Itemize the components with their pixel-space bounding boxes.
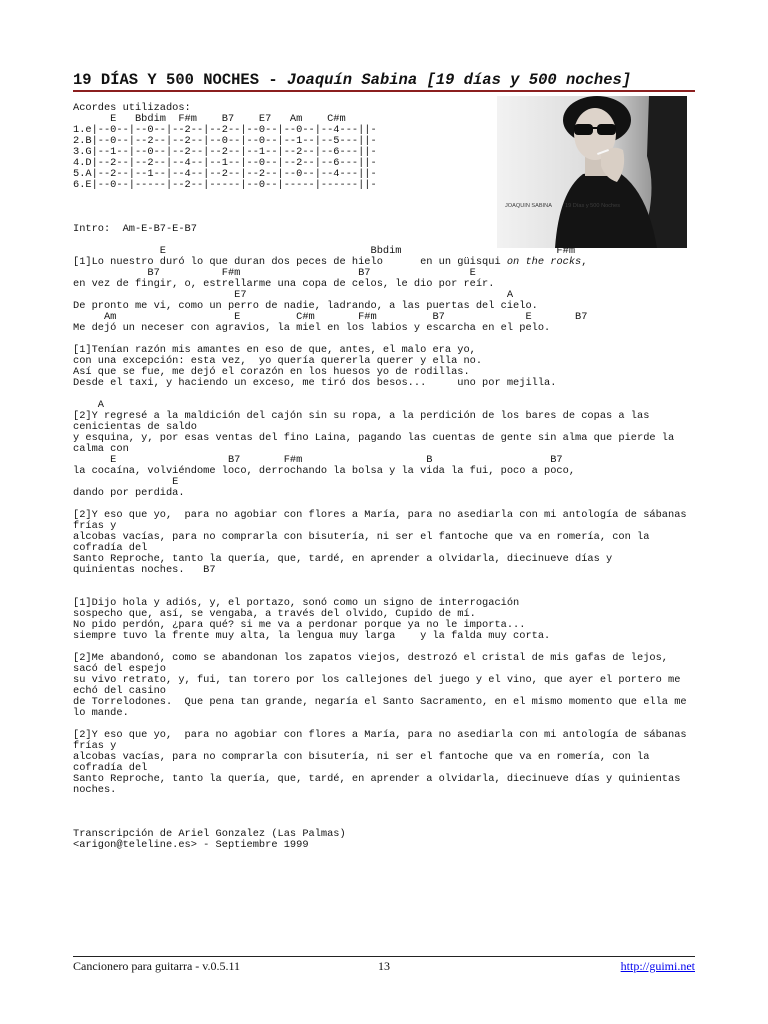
tab-string-5: 5.A|--2--|--1--|--4--|--2--|--2--|--0--|--4---||-	[73, 167, 377, 180]
lyric-line: frías y	[73, 519, 117, 532]
lyric-line: alcobas vacías, para no comprarla con bisutería, ni ser el fantoche que va en romería, con la	[73, 750, 650, 763]
lyric-line: calma con	[73, 442, 129, 455]
lyric-line	[73, 257, 703, 268]
lyric-line: Desde el taxi, y haciendo un exceso, me tiró dos besos... uno por mejilla.	[73, 376, 557, 389]
title-divider	[73, 90, 695, 92]
tab-string-2: 2.B|--0--|--2--|--2--|--0--|--0--|--1--|--5---||-	[73, 134, 377, 147]
lyric-line: cofradía del	[73, 761, 148, 774]
lyric-line: cofradía del	[73, 541, 148, 554]
blank-line	[73, 334, 703, 345]
lyric-line: noches.	[73, 783, 117, 796]
page-footer	[73, 958, 695, 974]
artist-album: Joaquín Sabina [19 días y 500 noches]	[286, 71, 632, 89]
chords-heading: Acordes utilizados:	[73, 101, 191, 114]
lyric-line: No pido perdón, ¿para qué? si me va a perdonar porque ya no le importa...	[73, 618, 526, 631]
page-title	[73, 71, 631, 89]
song-title: 19 DÍAS Y 500 NOCHES -	[73, 71, 287, 89]
tab-string-1: 1.e|--0--|--0--|--2--|--2--|--0--|--0--|--4---||-	[73, 123, 377, 136]
tab-string-6: 6.E|--0--|-----|--2--|-----|--0--|-----|------||-	[73, 178, 377, 191]
lyric-text: ,	[581, 255, 588, 268]
lyric-line: la cocaína, volviéndome loco, derrochando la bolsa y la vida la fui, poco a poco,	[73, 464, 576, 477]
credits-email: <arigon@teleline.es> - Septiembre 1999	[73, 838, 309, 851]
lyric-line: Así que se fue, me dejó el corazón en los huesos yo de rodillas.	[73, 365, 470, 378]
page-number: 13	[378, 959, 390, 973]
song-sheet	[73, 103, 703, 851]
blank-line	[73, 202, 703, 213]
chord-line: A	[73, 398, 104, 411]
intro-line: Intro: Am-E-B7-E-B7	[73, 222, 197, 235]
lyric-line: siempre tuvo la frente muy alta, la lengua muy larga y la falda muy corta.	[73, 629, 551, 642]
tab-string-4: 4.D|--2--|--2--|--4--|--1--|--0--|--2--|--6---||-	[73, 156, 377, 169]
lyric-line: cenicientas de saldo	[73, 420, 197, 433]
lyric-line: [2]Y eso que yo, para no agobiar con flores a María, para no asediarla con mi antología de sábanas	[73, 728, 687, 741]
chord-line: E B7 F#m B B7	[73, 453, 563, 466]
blank-line	[73, 818, 703, 829]
lyric-line: Santo Reproche, tanto la quería, que, tardé, en aprender a olvidarla, diecinueve días y	[73, 552, 613, 565]
lyric-line: De pronto me vi, como un perro de nadie, ladrando, a las puertas del cielo.	[73, 299, 538, 312]
blank-line	[73, 389, 703, 400]
blank-line	[73, 642, 703, 653]
lyric-line: y esquina, y, por esas ventas del fino Laina, pagando las cuentas de gente sin alma que pierde la	[73, 431, 675, 444]
footer-website-link[interactable]: http://guimi.net	[620, 959, 695, 973]
lyric-line: Santo Reproche, tanto la quería, que, tardé, en aprender a olvidarla, diecinueve días y quinientas	[73, 772, 681, 785]
tab-string-3: 3.G|--1--|--0--|--2--|--2--|--1--|--2--|--6---||-	[73, 145, 377, 158]
blank-line	[73, 576, 703, 587]
lyric-line: [1]Dijo hola y adiós, y, el portazo, sonó como un signo de interrogación	[73, 596, 520, 609]
cover-album-text: 19 Días y 500 Noches	[565, 203, 621, 209]
credits-line: Transcripción de Ariel Gonzalez (Las Palmas)	[73, 827, 346, 840]
lyric-line: echó del casino	[73, 684, 166, 697]
lyric-line: dando por perdida.	[73, 486, 185, 499]
lyric-line: [2]Y regresé a la maldición del cajón sin su ropa, a la perdición de los bares de copas a las	[73, 409, 650, 422]
lyric-line: lo mande.	[73, 706, 129, 719]
footer-book-title: Cancionero para guitarra - v.0.5.11	[73, 959, 241, 973]
lyric-line: [2]Y eso que yo, para no agobiar con flores a María, para no asediarla con mi antología de sábanas	[73, 508, 687, 521]
chord-line: E Bbdim F#m	[73, 244, 576, 257]
blank-line	[73, 191, 703, 202]
lyric-line: de Torrelodones. Que pena tan grande, negaría el Santo Sacramento, en el mismo momento que ella me	[73, 695, 687, 708]
chord-line: B7 F#m B7 E	[73, 266, 476, 279]
blank-line	[73, 796, 703, 807]
chord-line: Am E C#m F#m B7 E B7	[73, 310, 588, 323]
lyric-line: su vivo retrato, y, fui, tan torero por los callejones del juego y el vino, que ayer el portero me	[73, 673, 681, 686]
blank-line	[73, 719, 703, 730]
blank-line	[73, 499, 703, 510]
lyric-line: sospecho que, así, se vengaba, a través del olvido, Cupido de mí.	[73, 607, 476, 620]
blank-line	[73, 235, 703, 246]
blank-line	[73, 807, 703, 818]
blank-line	[73, 213, 703, 224]
lyric-line: [2]Me abandonó, como se abandonan los zapatos viejos, destrozó el cristal de mis gafas de lejos,	[73, 651, 668, 664]
lyric-line: quinientas noches. B7	[73, 563, 216, 576]
cover-artist-text: JOAQUIN SABINA	[505, 203, 552, 209]
lyric-line: en vez de fingir, o, estrellarme una copa de celos, le dio por reír.	[73, 277, 495, 290]
chord-names-row: E Bbdim F#m B7 E7 Am C#m	[73, 112, 346, 125]
blank-line	[73, 587, 703, 598]
lyric-line: [1]Tenían razón mis amantes en eso de que, antes, el malo era yo,	[73, 343, 476, 356]
footer-divider	[73, 956, 695, 957]
chord-line: E	[73, 475, 179, 488]
lyric-line: frías y	[73, 739, 117, 752]
lyric-line: alcobas vacías, para no comprarla con bisutería, ni ser el fantoche que va en romería, con la	[73, 530, 650, 543]
lyric-text: [1]Lo nuestro duró lo que duran dos peces de hielo en un güisqui	[73, 255, 507, 268]
lyric-line: sacó del espejo	[73, 662, 166, 675]
lyric-italic-text: on the rocks	[506, 255, 582, 268]
chord-line: E7 A	[73, 288, 514, 301]
lyric-line: con una excepción: esta vez, yo quería quererla querer y ella no.	[73, 354, 483, 367]
lyric-line: Me dejó un neceser con agravios, la miel en los labios y escarcha en el pelo.	[73, 321, 551, 334]
